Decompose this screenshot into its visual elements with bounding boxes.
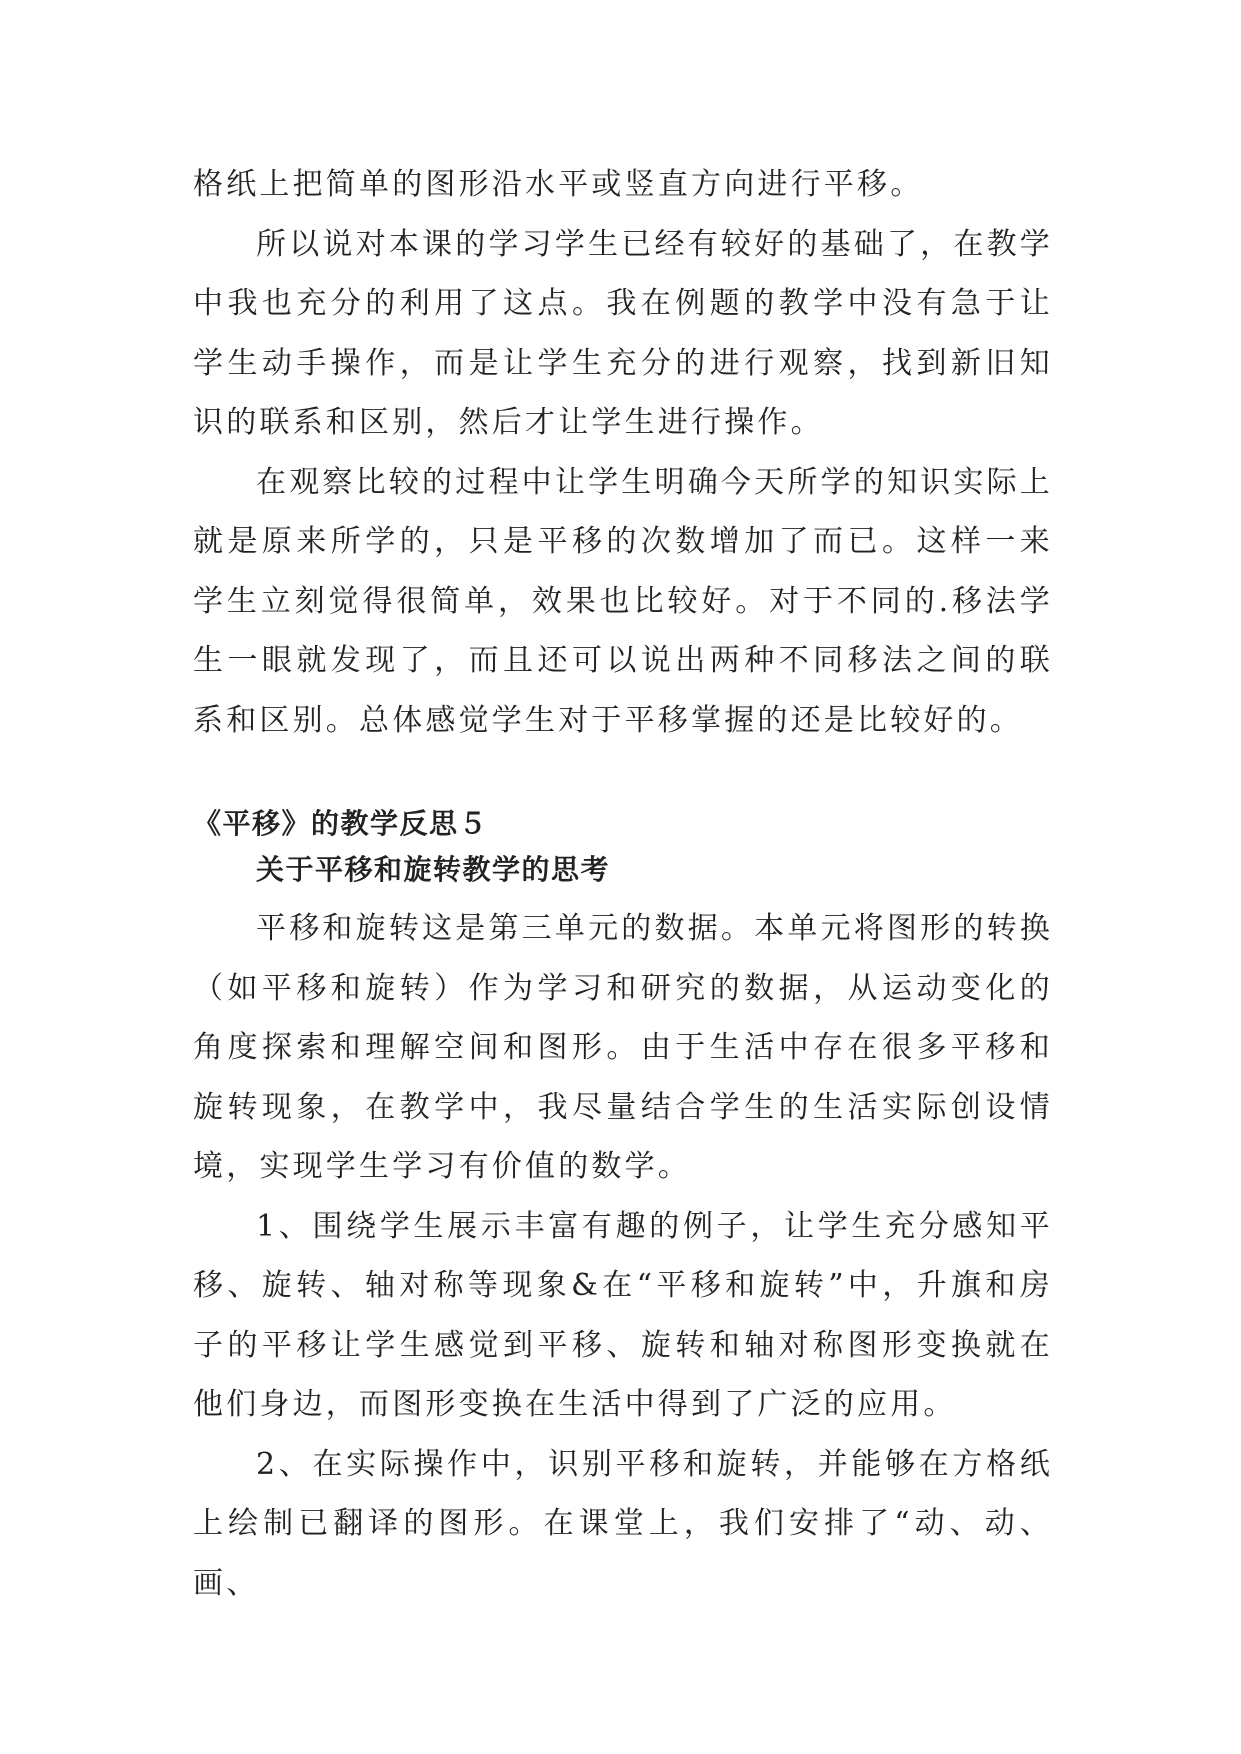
document-body [193,155,1053,1613]
paragraph: 在观察比较的过程中让学生明确今天所学的知识实际上就是原来所学的，只是平移的次数增加了而已。这样一来学生立刻觉得很简单，效果也比较好。对于不同的.移法学生一眼就发现了，而且还可以说出两种不同移法之间的联系和区别。总体感觉学生对于平移掌握的还是比较好的。 [193,464,1053,738]
paragraph: 平移和旋转这是第三单元的数据。本单元将图形的转换（如平移和旋转）作为学习和研究的数据，从运动变化的角度探索和理解空间和图形。由于生活中存在很多平移和旋转现象，在教学中，我尽量结合学生的生活实际创设情境，实现学生学习有价值的数学。 [193,911,1053,1184]
paragraph-numbered-2: 2、在实际操作中，识别平移和旋转，并能够在方格纸上绘制已翻译的图形。在课堂上，我们安排了“动、动、画、 [193,1446,1053,1601]
paragraph: 所以说对本课的学习学生已经有较好的基础了，在教学中我也充分的利用了这点。我在例题的教学中没有急于让学生动手操作，而是让学生充分的进行观察，找到新旧知识的联系和区别，然后才让学生进行操作。 [193,226,1053,440]
section-title: 《平移》的教学反思５ [193,807,489,840]
paragraph-continuation: 格纸上把简单的图形沿水平或竖直方向进行平移。 [193,167,924,202]
paragraph-numbered-1: 1、围绕学生展示丰富有趣的例子，让学生充分感知平移、旋转、轴对称等现象&在“平移和旋转”中，升旗和房子的平移让学生感觉到平移、旋转和轴对称图形变换就在他们身边，而图形变换在生活中得到了广泛的应用。 [193,1208,1053,1422]
section-subtitle: 关于平移和旋转教学的思考 [256,853,611,886]
